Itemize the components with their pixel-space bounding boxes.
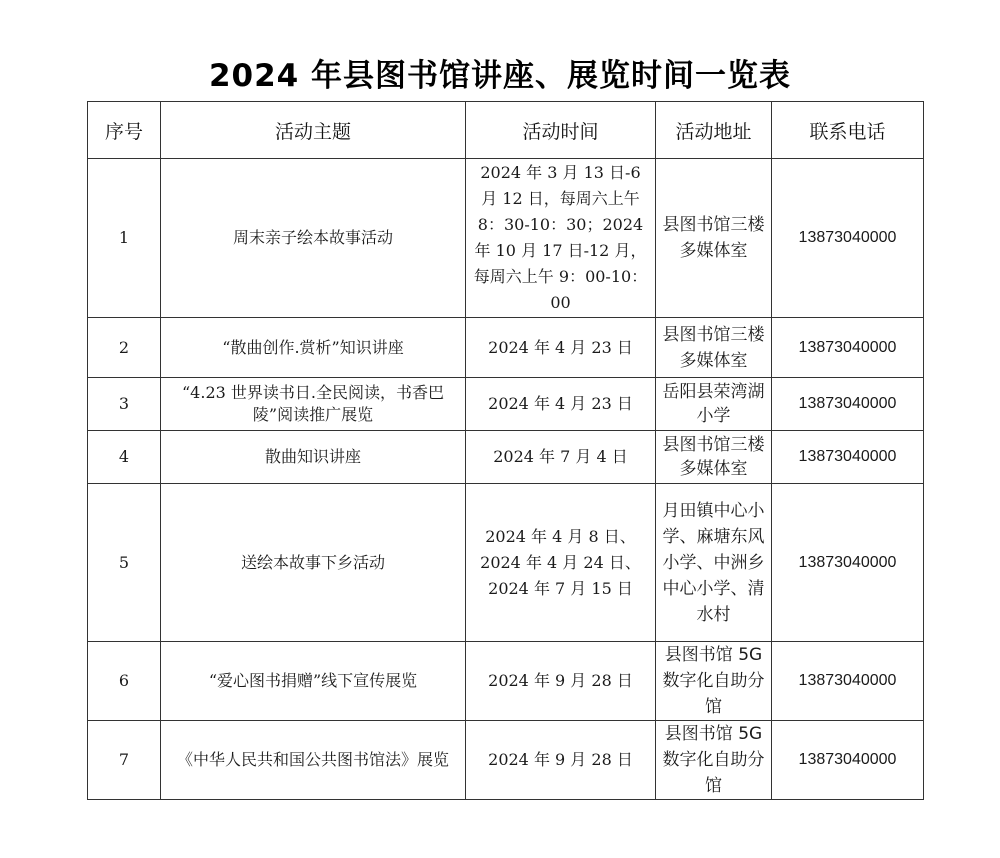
page-title: 2024 年县图书馆讲座、展览时间一览表	[208, 58, 792, 94]
row-topic	[161, 642, 466, 721]
table-row	[88, 721, 924, 800]
row-address	[656, 378, 772, 431]
topic-text: 送绘本故事下乡活动	[240, 552, 385, 572]
row-address	[656, 318, 772, 378]
row-time	[466, 318, 656, 378]
row-topic	[161, 484, 466, 642]
table-row	[88, 318, 924, 378]
header-time: 活动时间	[466, 102, 656, 159]
row-time	[466, 484, 656, 642]
address-text: 县图书馆 5G 数字化自助分馆	[662, 645, 765, 717]
table-row	[88, 159, 924, 318]
row-topic	[161, 378, 466, 431]
table-row	[88, 431, 924, 484]
topic-text: 《中华人民共和国公共图书馆法》展览	[176, 750, 449, 769]
header-phone: 联系电话	[772, 102, 924, 159]
header-address: 活动地址	[656, 102, 772, 159]
address-text: 县图书馆三楼多媒体室	[662, 324, 765, 371]
row-address	[656, 484, 772, 642]
schedule-table	[87, 101, 924, 800]
time-text: 2024 年 4 月 23 日	[488, 337, 633, 357]
topic-text: “4.23 世界读书日.全民阅读，书香巴陵”阅读推广展览	[182, 383, 444, 424]
row-address	[656, 159, 772, 318]
row-topic	[161, 721, 466, 800]
row-address	[656, 431, 772, 484]
table-header-row	[88, 102, 924, 159]
row-number: 7	[88, 721, 161, 800]
row-topic	[161, 431, 466, 484]
row-time	[466, 378, 656, 431]
topic-text: “散曲创作.赏析”知识讲座	[222, 337, 404, 357]
row-number: 2	[88, 318, 161, 378]
address-text: 月田镇中心小学、麻塘东风小学、中洲乡中心小学、清水村	[662, 500, 765, 625]
row-phone: 13873040000	[772, 431, 924, 484]
address-text: 县图书馆三楼多媒体室	[662, 215, 765, 261]
time-text: 2024 年 4 月 8 日、2024 年 4 月 24 日、2024 年 7 月 15 日	[480, 526, 641, 598]
row-number: 1	[88, 159, 161, 318]
row-number: 5	[88, 484, 161, 642]
table-row	[88, 642, 924, 721]
row-time	[466, 721, 656, 800]
row-number: 6	[88, 642, 161, 721]
topic-text: 散曲知识讲座	[264, 447, 361, 466]
row-time	[466, 159, 656, 318]
row-time	[466, 431, 656, 484]
row-number: 3	[88, 378, 161, 431]
header-no: 序号	[88, 102, 161, 159]
row-phone: 13873040000	[772, 721, 924, 800]
topic-text: “爱心图书捐赠”线下宣传展览	[208, 671, 418, 690]
address-text: 县图书馆 5G 数字化自助分馆	[662, 724, 765, 796]
address-text: 县图书馆三楼多媒体室	[662, 435, 765, 479]
row-phone: 13873040000	[772, 159, 924, 318]
time-text: 2024 年 7 月 4 日	[493, 447, 628, 466]
row-phone: 13873040000	[772, 642, 924, 721]
time-text: 2024 年 3 月 13 日-6 月 12 日，每周六上午 8：30-10：30；2024 年 10 月 17 日-12 月，每周六上午 9：00-10：00	[473, 163, 648, 312]
row-topic	[161, 318, 466, 378]
row-phone: 13873040000	[772, 378, 924, 431]
topic-text: 周末亲子绘本故事活动	[232, 228, 393, 247]
address-text: 岳阳县荣湾湖小学	[662, 382, 765, 426]
row-topic	[161, 159, 466, 318]
table-row	[88, 484, 924, 642]
time-text: 2024 年 9 月 28 日	[488, 671, 633, 690]
row-number: 4	[88, 431, 161, 484]
header-topic: 活动主题	[161, 102, 466, 159]
time-text: 2024 年 4 月 23 日	[488, 394, 633, 413]
time-text: 2024 年 9 月 28 日	[488, 750, 633, 769]
row-address	[656, 642, 772, 721]
row-phone: 13873040000	[772, 484, 924, 642]
row-phone: 13873040000	[772, 318, 924, 378]
row-address	[656, 721, 772, 800]
row-time	[466, 642, 656, 721]
table-row	[88, 378, 924, 431]
